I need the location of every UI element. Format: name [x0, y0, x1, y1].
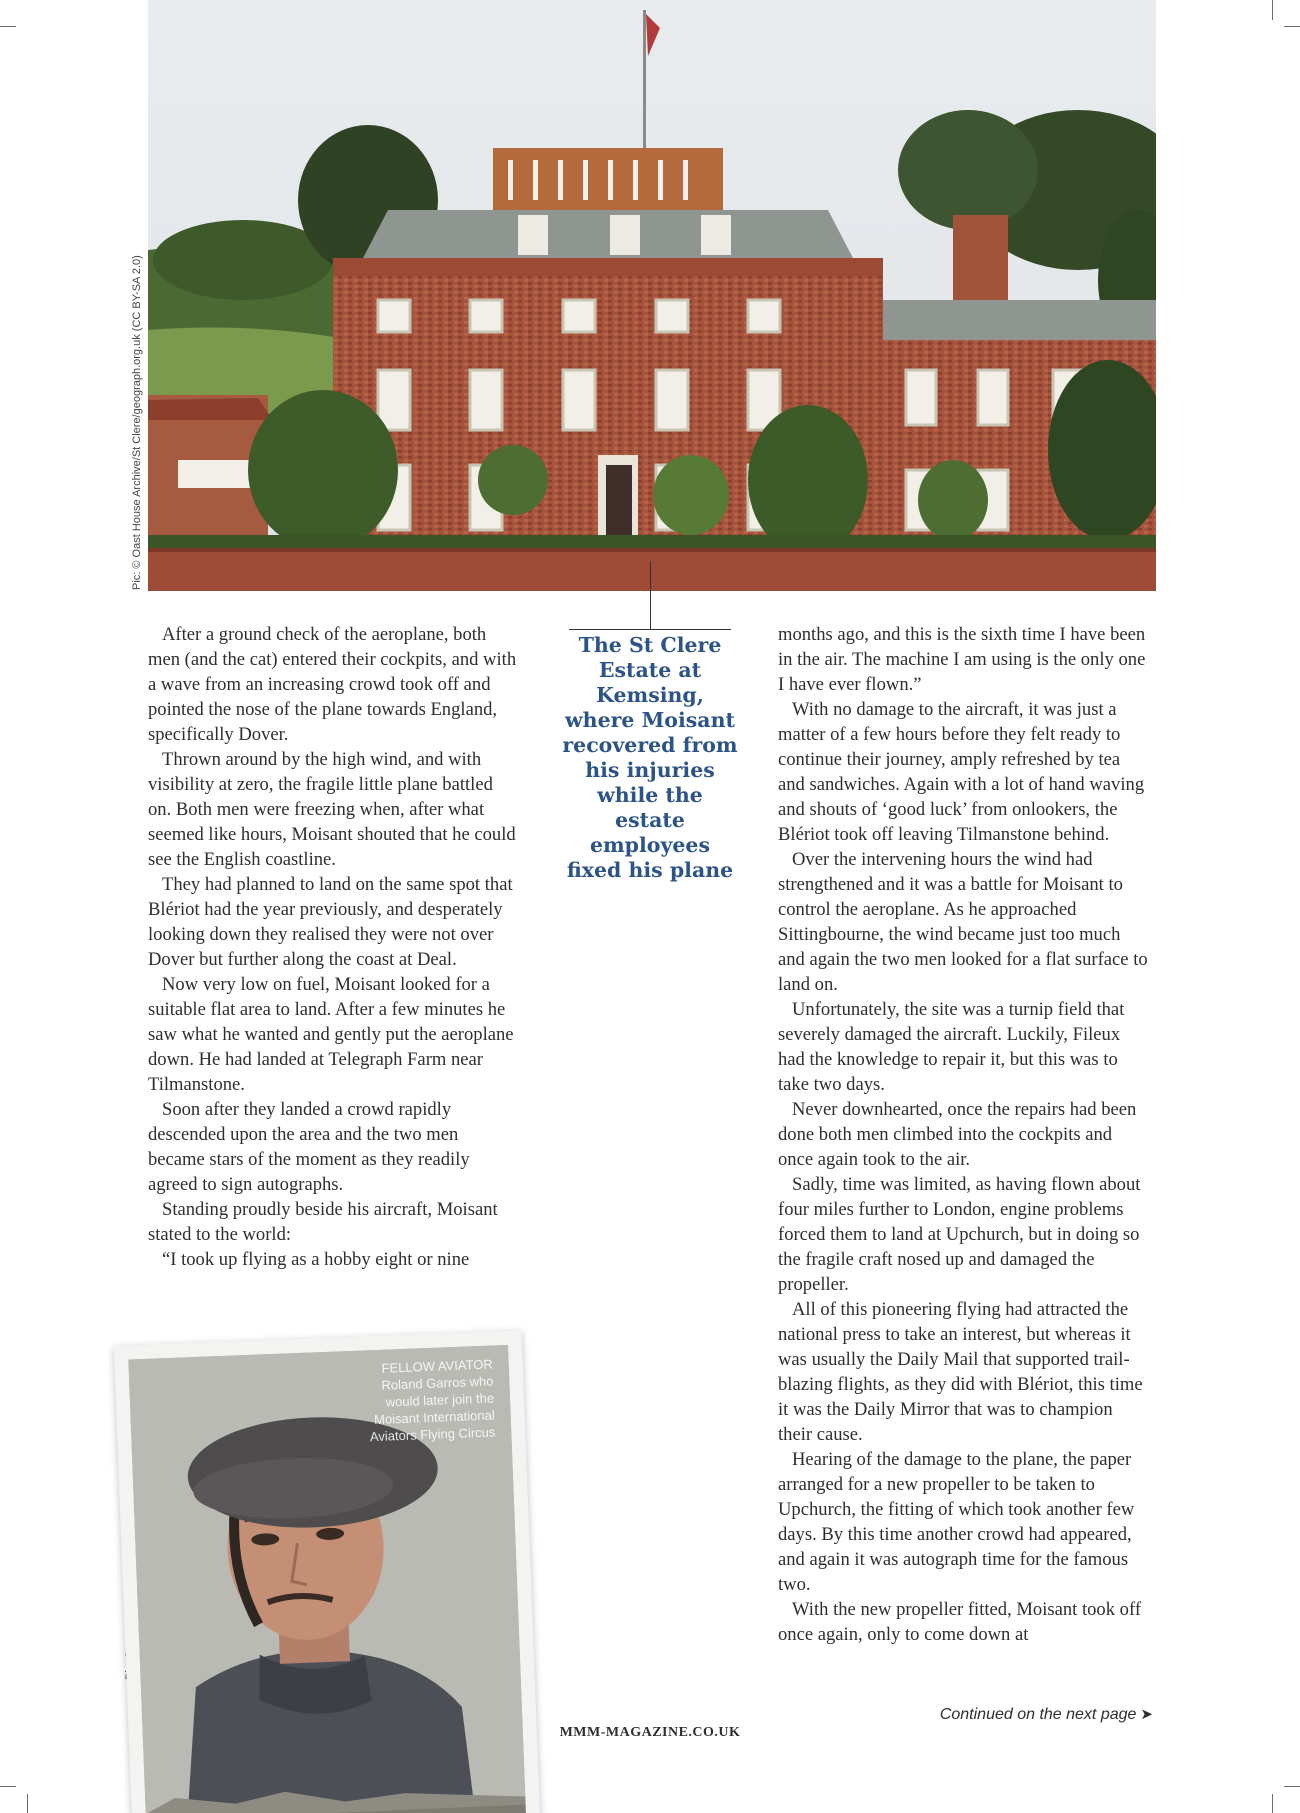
crop-mark: [27, 1794, 28, 1813]
pull-quote-leader-line: [650, 561, 651, 629]
body-paragraph: After a ground check of the aeroplane, both men (and the cat) entered their cockpits, and with a wave from an increasing crowd took off and pointed the nose of the plane towards England, specifically Dover.: [148, 624, 517, 745]
body-paragraph: They had planned to land on the same spot that Blériot had the year previously, and desperately looking down they realised they were not over Dover but further along the coast at Deal.: [148, 874, 513, 970]
body-paragraph: With the new propeller fitted, Moisant took off once again, only to come down at: [778, 1599, 1142, 1645]
crop-mark: [0, 26, 16, 27]
body-paragraph: “I took up flying as a hobby eight or nine: [162, 1249, 470, 1270]
body-paragraph: Sadly, time was limited, as having flown about four miles further to London, engine problems forced them to land at Upchurch, but in doing so the fragile craft nosed up and damaged the propeller.: [778, 1174, 1141, 1295]
pull-quote-rule: [569, 629, 731, 630]
portrait-caption-title: FELLOW AVIATOR: [381, 1356, 494, 1376]
crop-mark: [1272, 0, 1273, 20]
portrait-caption: [362, 1355, 495, 1445]
body-paragraph: Unfortunately, the site was a turnip field that severely damaged the aircraft. Luckily, Fileux had the knowledge to repair it, but this was to take two days.: [778, 999, 1125, 1095]
continued-note: [940, 1705, 1153, 1724]
body-paragraph: Standing proudly beside his aircraft, Moisant stated to the world:: [148, 1199, 498, 1245]
body-paragraph: Never downhearted, once the repairs had been done both men climbed into the cockpits and once again took to the air.: [778, 1099, 1137, 1170]
crop-mark: [1284, 1786, 1300, 1787]
crop-mark: [1284, 26, 1300, 27]
article-right-column: [778, 622, 1148, 1647]
arrow-right-icon: ➤: [1140, 1706, 1153, 1723]
hero-photo-st-clere-estate: [148, 0, 1156, 591]
body-paragraph: Thrown around by the high wind, and with visibility at zero, the fragile little plane battled on. Both men were freezing when, after what seemed like hours, Moisant shouted that he could see the English coastline.: [148, 749, 516, 870]
pull-quote-caption: The St Clere Estate at Kemsing, where Moisant recovered from his injuries while the estate employees fixed his plane: [562, 633, 738, 882]
body-paragraph: With no damage to the aircraft, it was just a matter of a few hours before they felt ready to continue their journey, amply refreshed by tea and sandwiches. Again with a lot of hand waving and shouts of ‘good luck’ from onlookers, the Blériot took off leaving Tilmanstone behind.: [778, 699, 1145, 845]
magazine-url: MMM-MAGAZINE.CO.UK: [559, 1725, 741, 1740]
body-paragraph: Soon after they landed a crowd rapidly descended upon the area and the two men became stars of the moment as they readily agreed to sign autographs.: [148, 1099, 470, 1195]
body-paragraph: All of this pioneering flying had attracted the national press to take an interest, but whereas it was usually the Daily Mail that supported trail-blazing flights, as they did with Blériot, this time it was the Daily Mirror that was to champion their cause.: [778, 1299, 1143, 1445]
article-left-column: [148, 622, 518, 1272]
body-paragraph: Hearing of the damage to the plane, the paper arranged for a new propeller to be taken to Upchurch, the fitting of which took another few days. By this time another crowd had appeared, and again it was autograph time for the famous two.: [778, 1449, 1135, 1595]
body-paragraph: months ago, and this is the sixth time I have been in the air. The machine I am using is the only one I have ever flown.”: [778, 624, 1146, 695]
continued-label: Continued on the next page: [939, 1706, 1137, 1723]
body-paragraph: Over the intervening hours the wind had strengthened and it was a battle for Moisant to control the aeroplane. As he approached Sittingbourne, the wind became just too much and again the two men looked for a flat surface to land on.: [778, 849, 1148, 995]
portrait-image: [128, 1345, 526, 1813]
crop-mark: [0, 1786, 16, 1787]
portrait-caption-body: Roland Garros who would later join the Moisant International Aviators Flying Circus: [369, 1373, 496, 1445]
hero-photo-credit: Pic: © Oast House Archive/St Clere/geograph.org.uk (CC BY-SA 2.0): [131, 255, 143, 590]
body-paragraph: Now very low on fuel, Moisant looked for a suitable flat area to land. After a few minutes he saw what he wanted and gently put the aeroplane down. He had landed at Telegraph Farm near Tilmanstone.: [148, 974, 514, 1095]
crop-mark: [1272, 1794, 1273, 1813]
